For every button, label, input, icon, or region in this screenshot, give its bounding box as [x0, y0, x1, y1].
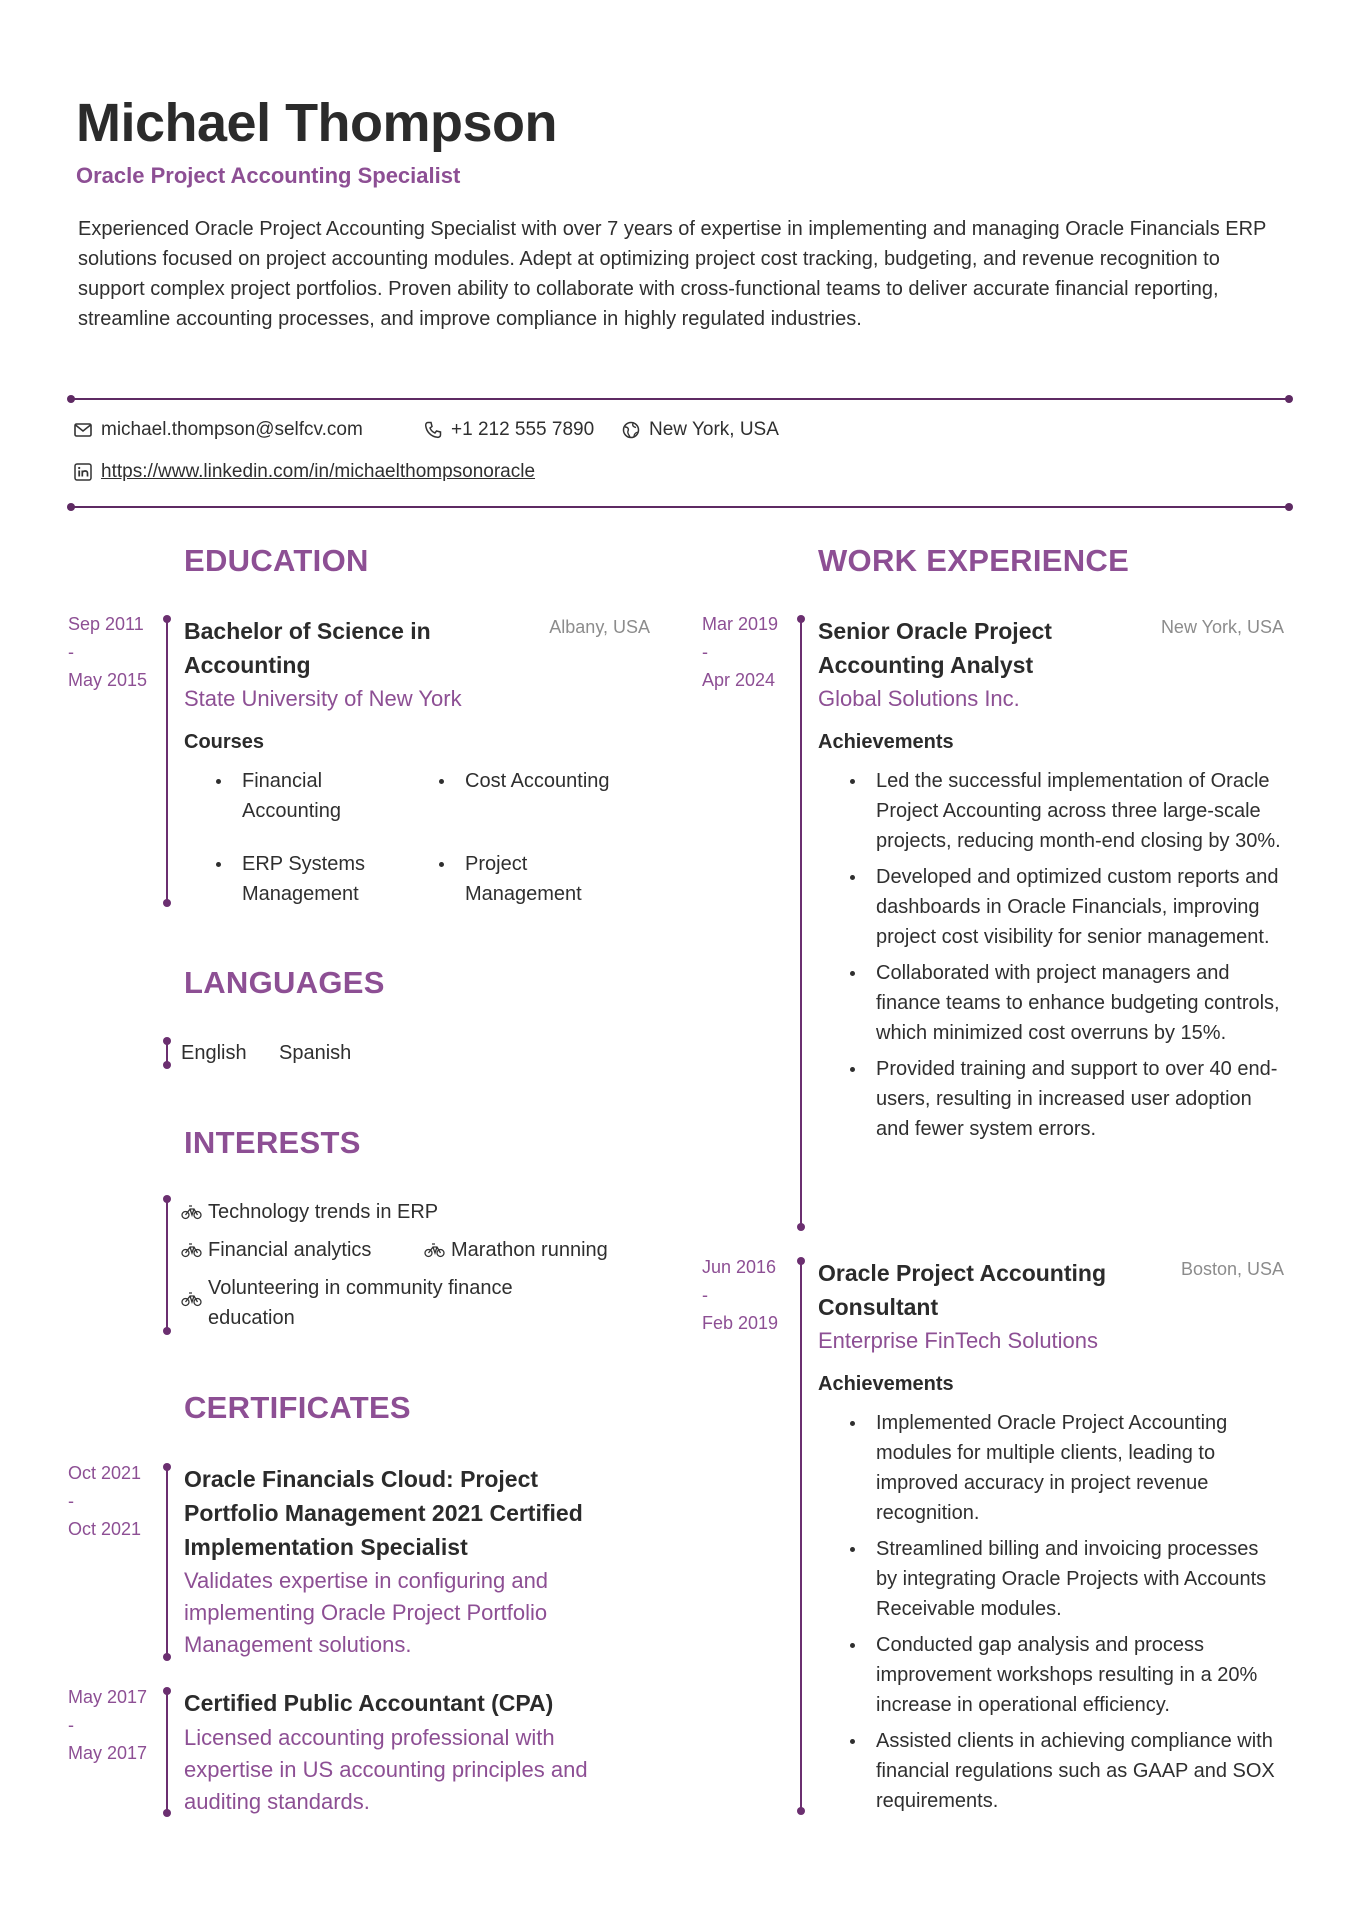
job-timeline: [800, 618, 802, 1228]
courses-label: Courses: [184, 731, 265, 753]
interest-item: [181, 1235, 371, 1265]
certificate-start-date: May 2017: [68, 1687, 148, 1707]
date-dash: -: [68, 642, 74, 662]
interest-item: [181, 1273, 601, 1333]
education-heading: EDUCATION: [184, 543, 369, 578]
interest-item: [181, 1197, 438, 1227]
achievement-item: Implemented Oracle Project Accounting modules for multiple clients, leading to improved accuracy in project revenue recognition.: [850, 1408, 1285, 1528]
date-dash: -: [68, 1491, 74, 1511]
interest-item: [424, 1235, 608, 1265]
interest-text: Financial analytics: [208, 1239, 372, 1261]
course-item: Financial Accounting: [216, 766, 392, 826]
job-start-date: Mar 2019: [702, 614, 779, 634]
job-end-date: Feb 2019: [702, 1313, 779, 1333]
language-item: Spanish: [279, 1042, 352, 1064]
certificate-description: Licensed accounting professional with expertise in US accounting principles and auditing standards.: [184, 1725, 588, 1814]
achievement-item: Conducted gap analysis and process improvement workshops resulting in a 20% increase in operational efficiency.: [850, 1630, 1285, 1720]
contact-linkedin[interactable]: [74, 461, 535, 483]
languages-timeline: [166, 1040, 168, 1066]
email-text: michael.thompson@selfcv.com: [101, 419, 363, 440]
bicycle-icon: [181, 1242, 202, 1258]
job-end-date: Apr 2024: [702, 670, 776, 690]
date-dash: -: [68, 1715, 74, 1735]
achievement-item: Developed and optimized custom reports and dashboards in Oracle Financials, improving project cost visibility for senior management.: [850, 862, 1285, 952]
certificate-timeline: [166, 1690, 168, 1814]
interest-text: Marathon running: [451, 1239, 608, 1261]
certificate-dates: [68, 1459, 158, 1543]
certificates-heading: CERTIFICATES: [184, 1390, 411, 1425]
bicycle-icon: [181, 1291, 202, 1307]
interest-text: Technology trends in ERP: [208, 1201, 439, 1223]
achievements-list: [850, 1408, 1285, 1822]
education-degree: Bachelor of Science in Accounting: [184, 618, 431, 678]
course-item: Cost Accounting: [439, 766, 665, 796]
certificate-end-date: May 2017: [68, 1743, 148, 1763]
achievement-item: Provided training and support to over 40 end-users, resulting in increased user adoption and fewer system errors.: [850, 1054, 1285, 1144]
phone-icon: [424, 421, 442, 439]
date-dash: -: [702, 1285, 708, 1305]
achievement-item: Led the successful implementation of Oracle Project Accounting across three large-scale projects, reducing month-end closing by 30%.: [850, 766, 1285, 856]
achievements-label: Achievements: [818, 731, 954, 753]
job-company: Global Solutions Inc.: [818, 686, 1020, 711]
certificate-title: Oracle Financials Cloud: Project Portfolio Management 2021 Certified Implementation Specialist: [184, 1466, 583, 1560]
education-timeline: [166, 618, 168, 904]
languages-heading: LANGUAGES: [184, 965, 385, 1000]
interest-text: Volunteering in community finance education: [208, 1277, 513, 1329]
job-title: Senior Oracle Project Accounting Analyst: [818, 618, 1052, 678]
job-dates: [702, 610, 792, 694]
achievements-list: [850, 766, 1285, 1150]
candidate-name: Michael Thompson: [76, 93, 558, 153]
globe-icon: [622, 421, 640, 439]
education-school: State University of New York: [184, 686, 462, 711]
linkedin-link[interactable]: https://www.linkedin.com/in/michaelthompsonoracle: [101, 461, 536, 482]
interests-heading: INTERESTS: [184, 1125, 361, 1160]
interests-timeline: [166, 1198, 168, 1332]
job-start-date: Jun 2016: [702, 1257, 777, 1277]
contact-email[interactable]: [74, 419, 363, 441]
education-location: Albany, USA: [549, 617, 650, 637]
bicycle-icon: [181, 1204, 202, 1220]
achievement-item: Collaborated with project managers and finance teams to enhance budgeting controls, which minimized cost overruns by 15%.: [850, 958, 1285, 1048]
certificate-timeline: [166, 1466, 168, 1658]
location-text: New York, USA: [649, 419, 779, 440]
education-end-date: May 2015: [68, 670, 148, 690]
job-timeline: [800, 1260, 802, 1812]
language-item: English: [181, 1042, 247, 1064]
certificate-description: Validates expertise in configuring and implementing Oracle Project Portfolio Management solutions.: [184, 1568, 549, 1657]
job-dates: [702, 1253, 792, 1337]
phone-text: +1 212 555 7890: [451, 419, 595, 440]
achievement-item: Streamlined billing and invoicing processes by integrating Oracle Projects with Accounts Receivable modules.: [850, 1534, 1285, 1624]
linkedin-icon: [74, 463, 92, 481]
certificate-start-date: Oct 2021: [68, 1463, 142, 1483]
course-item: ERP Systems Management: [216, 849, 402, 909]
job-location: Boston, USA: [1180, 1259, 1284, 1279]
work-heading: WORK EXPERIENCE: [818, 543, 1130, 578]
certificate-dates: [68, 1683, 158, 1767]
achievements-label: Achievements: [818, 1373, 954, 1395]
job-title: Oracle Project Accounting Consultant: [818, 1260, 1106, 1320]
job-location: New York, USA: [1160, 617, 1284, 637]
certificate-title: Certified Public Accountant (CPA): [184, 1690, 554, 1716]
course-item: Project Management: [439, 849, 645, 909]
profile-summary: Experienced Oracle Project Accounting Specialist with over 7 years of expertise in implementing and managing Oracle Financials ERP solutions focused on project accounting modules. Adept at optimizing project cost tracking, budgeting, and revenue recognition to support complex project portfolios. Proven ability to collaborate with cross-functional teams to deliver accurate financial reporting, streamline accounting processes, and improve compliance in highly regulated industries.: [78, 218, 1267, 330]
envelope-icon: [74, 423, 92, 437]
education-start-date: Sep 2011: [68, 614, 144, 634]
bottom-divider: [70, 506, 1290, 508]
certificate-end-date: Oct 2021: [68, 1519, 142, 1539]
job-company: Enterprise FinTech Solutions: [818, 1328, 1099, 1353]
date-dash: -: [702, 642, 708, 662]
contact-location: [622, 419, 779, 441]
bicycle-icon: [424, 1242, 445, 1258]
top-divider: [70, 398, 1290, 400]
contact-phone[interactable]: [424, 419, 594, 441]
education-dates: [68, 610, 158, 694]
achievement-item: Assisted clients in achieving compliance with financial regulations such as GAAP and SOX requirements.: [850, 1726, 1285, 1816]
job-title: Oracle Project Accounting Specialist: [76, 163, 461, 188]
